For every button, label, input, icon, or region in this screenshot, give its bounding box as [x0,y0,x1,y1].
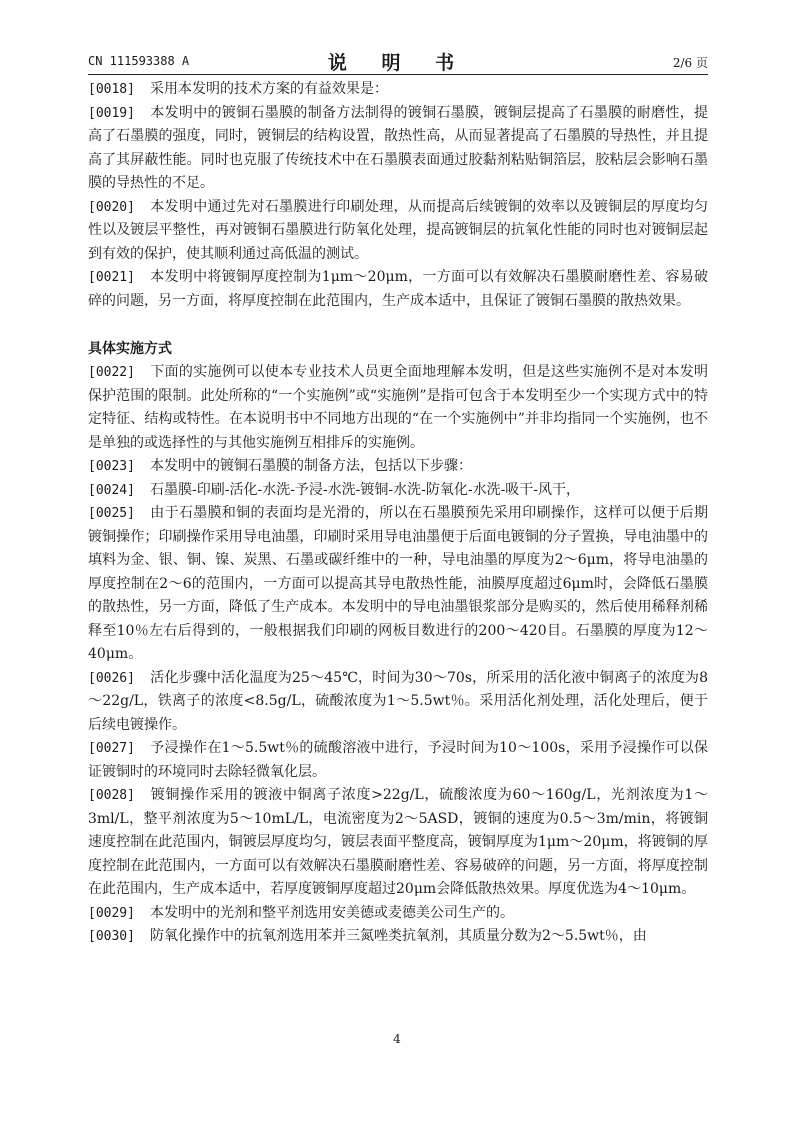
paragraph [88,102,708,196]
document-title: 说 明 书 [327,52,469,74]
paragraph [88,737,708,784]
paragraph-text: 本发明中通过先对石墨膜进行印刷处理，从而提高后续镀铜的效率以及镀铜层的厚度均匀性以及镀层平整性，再对镀铜石墨膜进行防氧化处理，提高镀铜层的抗氧化性能的同时也对镀铜层起到有效的保护，使其顺利通过高低温的测试。 [88,198,708,262]
paragraph-text: 予浸操作在1～5.5wt％的硫酸溶液中进行，予浸时间为10～100s，采用予浸操作可以保证镀铜时的环境同时去除轻微氧化层。 [88,740,708,780]
paragraph-number: [0025] [88,506,135,521]
paragraph-number: [0029] [88,905,135,921]
paragraph-number: [0026] [88,670,135,686]
paragraph-number: [0018] [88,82,135,97]
paragraph [88,479,708,503]
paragraph-number: [0027] [88,741,135,756]
paragraph [88,196,708,267]
paragraph [88,266,708,313]
paragraph [88,925,708,949]
paragraph-text: 防氧化操作中的抗氧剂选用苯并三氮唑类抗氧剂，其质量分数为2～5.5wt％，由 [150,928,647,944]
page-header [88,48,708,72]
header-divider [88,74,708,75]
paragraph-text: 由于石墨膜和铜的表面均是光滑的，所以在石墨膜预先采用印刷操作，这样可以便于后期镀铜操作；印刷操作采用导电油墨，印刷时采用导电油墨便于后面电镀铜的分子置换，导电油墨中的填料为金、银、铜、镍、炭黑、石墨或碳纤维中的一种，导电油墨的厚度为2～6μm，将导电油墨的厚度控制在2～6的范围内，一方面可以提高其导电散热性能，油膜厚度超过6μm时，会降低石墨膜的散热性，另一方面，降低了生产成本。本发明中的导电油墨银浆部分是购买的，然后使用稀释剂稀释至10％左右后得到的，一般根据我们印刷的网板目数进行的200～420目。石墨膜的厚度为12～40μm。 [88,505,708,662]
paragraph-text: 本发明中的光剂和整平剂选用安美德或麦德美公司生产的。 [150,904,514,921]
paragraph-text: 采用本发明的技术方案的有益效果是： [150,81,388,97]
paragraph-group-a [88,78,708,313]
paragraph [88,784,708,902]
paragraph-number: [0023] [88,459,135,474]
page-of-total: 2/6 页 [672,56,708,70]
paragraph-number: [0019] [88,105,135,121]
section-heading: 具体实施方式 [88,341,172,357]
paragraph-text: 下面的实施例可以使本专业技术人员更全面地理解本发明，但是这些实施例不是对本发明保护范围的限制。此处所称的“一个实施例”或“实施例”是指可包含于本发明至少一个实现方式中的特定特征、结构或特性。在本说明书中不同地方出现的“在一个实施例中”并非均指同一个实施例，也不是单独的或选择性的与其他实施例互相排斥的实施例。 [88,364,708,451]
page-number: 4 [393,1032,401,1046]
paragraph-number: [0024] [88,482,135,498]
paragraph-text: 本发明中的镀铜石墨膜的制备方法制得的镀铜石墨膜，镀铜层提高了石墨膜的耐磨性，提高了石墨膜的强度，同时，镀铜层的结构设置，散热性高，从而显著提高了石墨膜的导热性，并且提高了其屏蔽性能。同时也克服了传统技术中在石墨膜表面通过胶黏剂粘贴铜箔层，胶粘层会影响石墨膜的导热性的不足。 [88,104,708,191]
document-body [88,78,708,949]
paragraph [88,455,708,479]
paragraph [88,361,708,455]
paragraph-number: [0030] [88,929,135,944]
paragraph-number: [0022] [88,365,135,380]
paragraph-text: 镀铜操作采用的镀液中铜离子浓度>22g/L，硫酸浓度为60～160g/L，光剂浓度为1～3ml/L，整平剂浓度为5～10mL/L，电流密度为2～5ASD，镀铜的速度为0.5～3m/min，将镀铜速度控制在此范围内，铜镀层厚度均匀，镀层表面平整度高，镀铜厚度为1μm～20μm，将镀铜的厚度控制在此范围内，一方面可以有效解决石墨膜耐磨性差、容易破碎的问题，另一方面，将厚度控制在此范围内，生产成本适中，若厚度镀铜厚度超过20μm会降低散热效果。厚度优选为4～10μm。 [88,787,708,897]
paragraph-text: 本发明中的镀铜石墨膜的制备方法，包括以下步骤： [150,458,472,474]
paragraph-number: [0028] [88,788,135,803]
paragraph-text: 本发明中将镀铜厚度控制为1μm～20μm，一方面可以有效解决石墨膜耐磨性差、容易破碎的问题，另一方面，将厚度控制在此范围内，生产成本适中，且保证了镀铜石墨膜的散热效果。 [88,269,708,309]
document-number: CN 111593388 A [88,54,190,68]
paragraph-group-b [88,361,708,949]
paragraph-text: 活化步骤中活化温度为25～45℃，时间为30～70s，所采用的活化液中铜离子的浓度为8～22g/L，铁离子的浓度<8.5g/L，硫酸浓度为1～5.5wt％。采用活化剂处理，活化处理后，便于后续电镀操作。 [88,669,708,733]
paragraph [88,667,708,738]
paragraph [88,902,708,926]
paragraph-number: [0021] [88,270,135,285]
paragraph [88,502,708,667]
paragraph-number: [0020] [88,199,135,215]
paragraph [88,78,708,102]
paragraph-text: 石墨膜-印刷-活化-水洗-予浸-水洗-镀铜-水洗-防氧化-水洗-吸干-风干， [150,481,581,498]
